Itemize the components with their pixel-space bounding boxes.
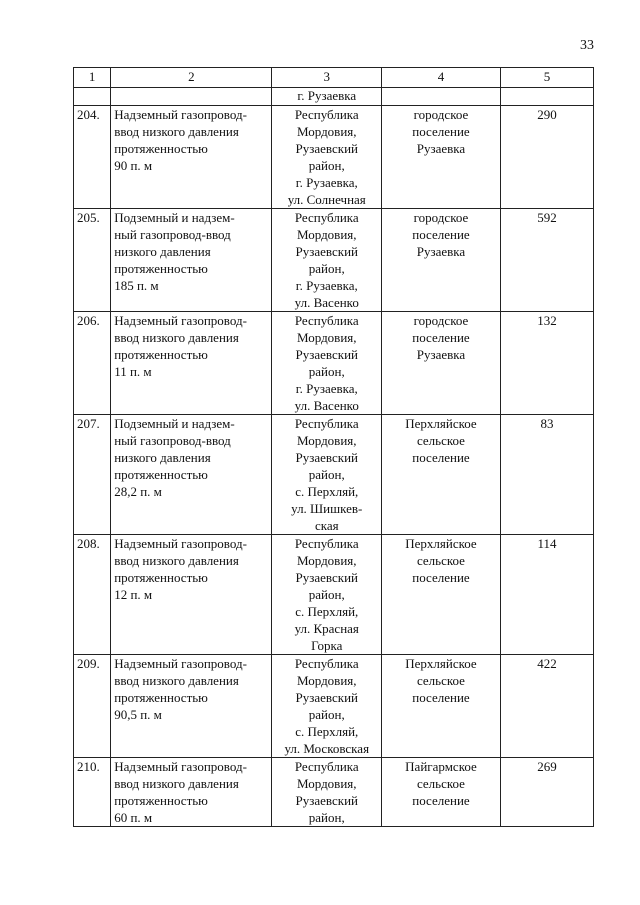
description-line: Подземный и надзем- (114, 416, 235, 431)
object-location (272, 535, 382, 655)
location-line: Республика (294, 313, 359, 328)
location-line: Рузаевский (295, 450, 358, 465)
row-number: 205. (74, 209, 111, 312)
location-line: Республика (294, 759, 359, 774)
object-description (111, 535, 272, 655)
settlement-line: городское (413, 210, 469, 225)
location-line: Мордовия, (297, 227, 357, 242)
location-line: Мордовия, (297, 673, 357, 688)
row-number: 204. (74, 106, 111, 209)
location-line: Республика (294, 416, 359, 431)
object-description (111, 415, 272, 535)
settlement-line: Пайгармское (405, 759, 477, 774)
settlement-line: сельское (416, 433, 465, 448)
location-line: Мордовия, (297, 553, 357, 568)
row-value: 592 (500, 209, 593, 312)
description-line: ввод низкого давления (114, 776, 239, 791)
description-line: низкого давления (114, 244, 211, 259)
column-header-1: 1 (74, 68, 111, 88)
settlement (382, 312, 501, 415)
settlement-line: сельское (416, 553, 465, 568)
table-row (74, 312, 594, 415)
description-line: ный газопровод-ввод (114, 433, 231, 448)
object-location (272, 655, 382, 758)
location-line: Мордовия, (297, 330, 357, 345)
location-line: с. Перхляй, (295, 604, 359, 619)
location-line: г. Рузаевка, (295, 175, 358, 190)
description-line: протяженностью (114, 467, 208, 482)
description-line: 90,5 п. м (114, 707, 162, 722)
description-line: Надземный газопровод- (114, 536, 247, 551)
settlement-line: городское (413, 313, 469, 328)
column-header-4: 4 (382, 68, 501, 88)
settlement-line: Рузаевка (416, 141, 466, 156)
settlement-line: Рузаевка (416, 347, 466, 362)
settlement-line: Перхляйское (405, 536, 477, 551)
row-value: 269 (500, 758, 593, 827)
location-line: Рузаевский (295, 244, 358, 259)
description-line: 28,2 п. м (114, 484, 162, 499)
description-line: Подземный и надзем- (114, 210, 235, 225)
description-line: низкого давления (114, 450, 211, 465)
settlement (382, 106, 501, 209)
location-line: район, (308, 810, 345, 825)
location-line: с. Перхляй, (295, 484, 359, 499)
location-line: район, (308, 364, 345, 379)
location-line: ская (314, 518, 339, 533)
location-line: район, (308, 261, 345, 276)
location-line: Рузаевский (295, 793, 358, 808)
column-header-5: 5 (500, 68, 593, 88)
description-line: Надземный газопровод- (114, 313, 247, 328)
location-line: Мордовия, (297, 433, 357, 448)
settlement-line: поселение (412, 330, 470, 345)
description-line: протяженностью (114, 690, 208, 705)
row-number: 208. (74, 535, 111, 655)
location-line: Рузаевский (295, 690, 358, 705)
location-line: ул. Красная (294, 621, 359, 636)
settlement (382, 535, 501, 655)
table-row (74, 106, 594, 209)
description-line: ввод низкого давления (114, 330, 239, 345)
settlement-line: поселение (412, 793, 470, 808)
table-row (74, 415, 594, 535)
settlement-line: поселение (412, 227, 470, 242)
location-line: район, (308, 158, 345, 173)
header-row (74, 68, 594, 88)
location-line: Горка (311, 638, 343, 653)
page-number: 33 (580, 38, 594, 53)
object-description (111, 106, 272, 209)
description-line: Надземный газопровод- (114, 759, 247, 774)
settlement (382, 655, 501, 758)
location-line: Республика (294, 656, 359, 671)
location-line: г. Рузаевка, (295, 278, 358, 293)
description-line: Надземный газопровод- (114, 656, 247, 671)
location-line: Республика (294, 210, 359, 225)
register-table (73, 67, 594, 827)
location-line: Рузаевский (295, 570, 358, 585)
description-line: ввод низкого давления (114, 553, 239, 568)
object-location (272, 312, 382, 415)
settlement (382, 415, 501, 535)
settlement-line: городское (413, 107, 469, 122)
location-line: ул. Васенко (294, 398, 359, 413)
location-line: Республика (294, 107, 359, 122)
description-line: протяженностью (114, 347, 208, 362)
location-line: Мордовия, (297, 776, 357, 791)
object-location (272, 106, 382, 209)
settlement-line: поселение (412, 450, 470, 465)
settlement-line: поселение (412, 570, 470, 585)
settlement-line: Перхляйское (405, 416, 477, 431)
object-location (272, 209, 382, 312)
row-value: 83 (500, 415, 593, 535)
column-header-2: 2 (111, 68, 272, 88)
location-line: с. Перхляй, (295, 724, 359, 739)
location-line: Рузаевский (295, 347, 358, 362)
object-description (111, 209, 272, 312)
settlement (382, 758, 501, 827)
description-line: 60 п. м (114, 810, 153, 825)
settlement-line: Рузаевка (416, 244, 466, 259)
row-value: 422 (500, 655, 593, 758)
column-header-3: 3 (272, 68, 382, 88)
description-line: ный газопровод-ввод (114, 227, 231, 242)
location-line: Рузаевский (295, 141, 358, 156)
row-number: 209. (74, 655, 111, 758)
object-description (111, 655, 272, 758)
table-row (74, 758, 594, 827)
description-line: протяженностью (114, 141, 208, 156)
row-value: 114 (500, 535, 593, 655)
object-location (272, 758, 382, 827)
description-line: 90 п. м (114, 158, 153, 173)
object-description (111, 312, 272, 415)
description-line: 12 п. м (114, 587, 153, 602)
row-value: 290 (500, 106, 593, 209)
description-line: 11 п. м (114, 364, 152, 379)
settlement-line: сельское (416, 673, 465, 688)
description-line: 185 п. м (114, 278, 159, 293)
row-value: 132 (500, 312, 593, 415)
object-description (111, 758, 272, 827)
location-line: ул. Васенко (294, 295, 359, 310)
description-line: ввод низкого давления (114, 124, 239, 139)
description-line: Надземный газопровод- (114, 107, 247, 122)
object-location (272, 415, 382, 535)
continuation-row (74, 88, 594, 106)
location-line: район, (308, 467, 345, 482)
settlement-line: Перхляйское (405, 656, 477, 671)
location-line: Республика (294, 536, 359, 551)
location-line: ул. Шишкев- (291, 501, 363, 516)
location-line: ул. Солнечная (287, 192, 366, 207)
location-line: ул. Московская (284, 741, 370, 756)
row-number: 210. (74, 758, 111, 827)
row-number: 206. (74, 312, 111, 415)
settlement-line: поселение (412, 124, 470, 139)
description-line: ввод низкого давления (114, 673, 239, 688)
location-line: Мордовия, (297, 124, 357, 139)
location-line: г. Рузаевка, (295, 381, 358, 396)
settlement-line: сельское (416, 776, 465, 791)
table-row (74, 209, 594, 312)
settlement (382, 209, 501, 312)
location-line: район, (308, 707, 345, 722)
continuation-location: г. Рузаевка (272, 88, 382, 106)
table-row (74, 655, 594, 758)
location-line: район, (308, 587, 345, 602)
description-line: протяженностью (114, 793, 208, 808)
description-line: протяженностью (114, 261, 208, 276)
settlement-line: поселение (412, 690, 470, 705)
description-line: протяженностью (114, 570, 208, 585)
table-row (74, 535, 594, 655)
row-number: 207. (74, 415, 111, 535)
